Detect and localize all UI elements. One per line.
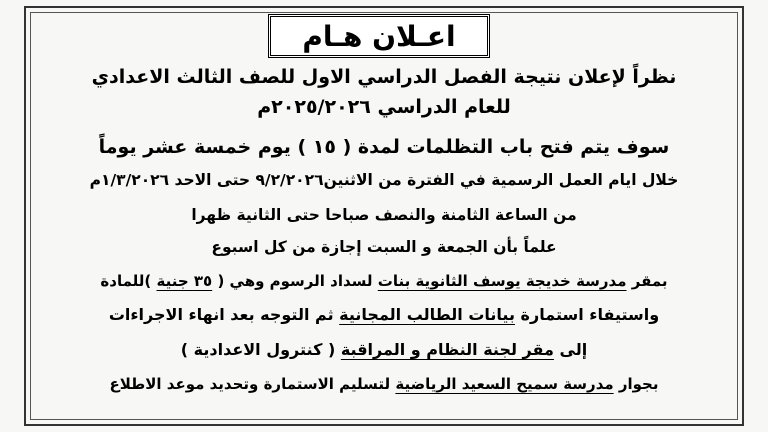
notice-title <box>268 14 490 58</box>
school-name-samih: مدرسة سميح السعيد الرياضية <box>395 375 614 393</box>
committee-location: مقر لجنة النظام و المراقبة <box>340 340 554 359</box>
notice-line-10-prefix: بجوار <box>618 375 659 393</box>
notice-line-2: للعام الدراسي ٢٠٢٥/٢٠٢٦م <box>257 96 511 118</box>
notice-line-8 <box>36 305 732 324</box>
notice-line-7-prefix: بمقر <box>631 272 668 290</box>
notice-line-9-prefix: إلى <box>559 340 588 359</box>
notice-line-7-middle: لسداد الرسوم وهي ( <box>217 272 373 290</box>
notice-line-1: نظراً لإعلان نتيجة الفصل الدراسي الاول للصف الثالث الاعدادي <box>91 66 677 88</box>
notice-line-10 <box>36 375 732 393</box>
notice-line-9 <box>36 340 732 359</box>
notice-title-text: اعـلان هـام <box>302 19 456 53</box>
notice-line-8-prefix: واستيفاء استمارة <box>520 305 660 324</box>
notice-line-5: من الساعة الثامنة والنصف صباحا حتى الثانية ظهرا <box>191 206 577 224</box>
notice-line-7-suffix: )للمادة <box>100 272 152 290</box>
fee-amount: ٣٥ جنية <box>156 272 213 290</box>
notice-line-9-suffix: ( كنترول الاعدادية ) <box>180 340 336 359</box>
student-data-form: بيانات الطالب المجانية <box>339 305 515 324</box>
notice-line-8-suffix: ثم التوجه بعد انهاء الاجراءات <box>108 305 334 324</box>
notice-line-7 <box>36 272 732 290</box>
school-name-khadija: مدرسة خديجة يوسف الثانوية بنات <box>377 272 627 290</box>
notice-line-3: سوف يتم فتح باب التظلمات لمدة ( ١٥ ) يوم خمسة عشر يوماً <box>98 136 670 158</box>
notice-line-4: خلال ايام العمل الرسمية في الفترة من الاثنين٩/٢/٢٠٢٦ حتى الاحد ١/٣/٢٠٢٦م <box>89 171 679 189</box>
notice-line-6: علماً بأن الجمعة و السبت إجازة من كل اسبوع <box>211 238 557 256</box>
notice-line-10-suffix: لتسليم الاستمارة وتحديد موعد الاطلاع <box>109 375 391 393</box>
